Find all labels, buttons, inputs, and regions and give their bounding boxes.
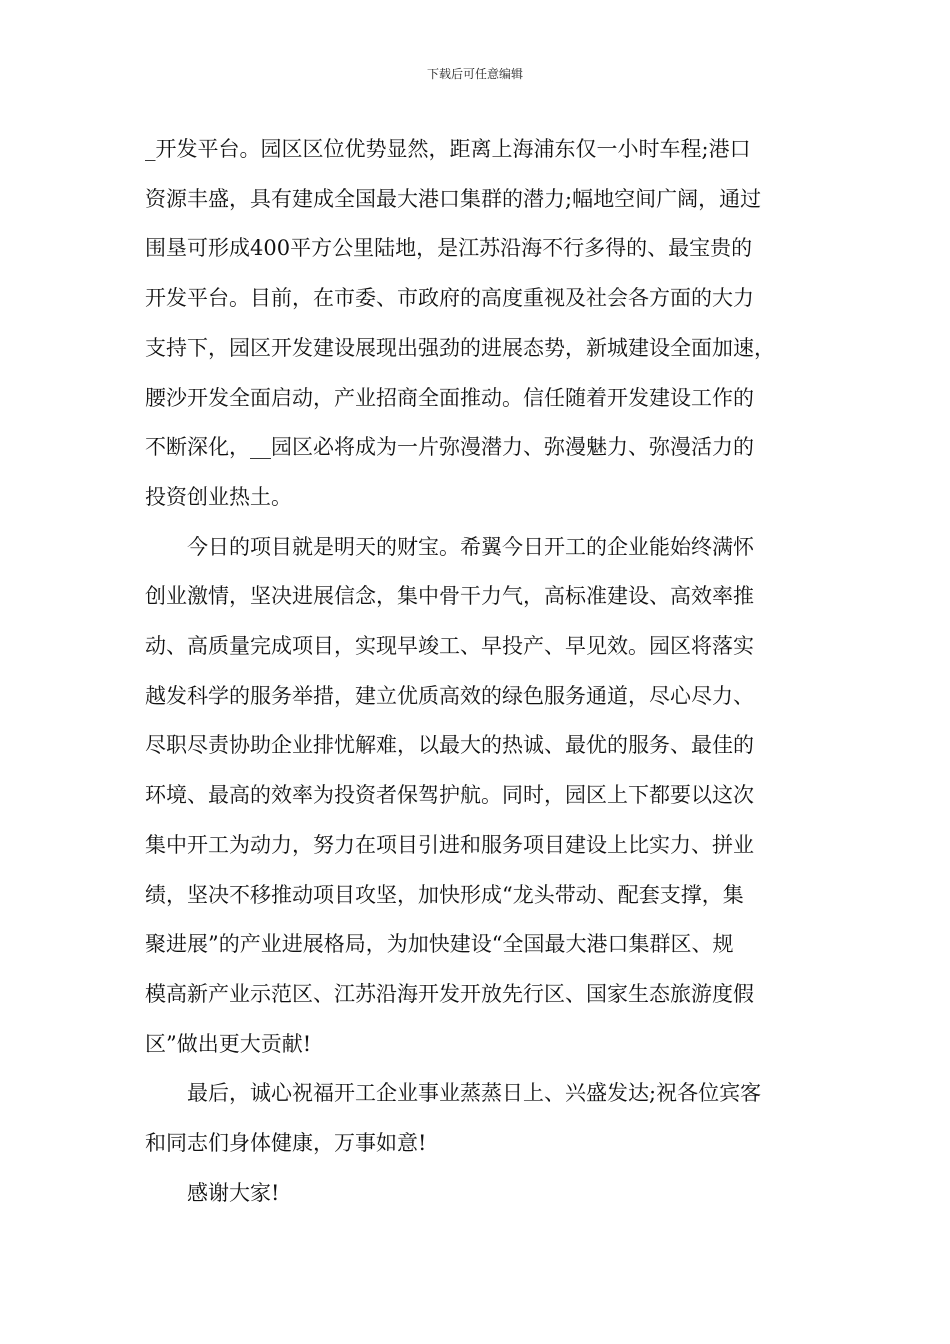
text-line: 越发科学的服务举措，建立优质高效的绿色服务通道，尽心尽力、 [145, 683, 754, 708]
text-line: 绩，坚决不移推动项目攻坚，加快形成“龙头带动、配套支撑，集 [145, 882, 744, 907]
text-line: 集中开工为动力，努力在项目引进和服务项目建设上比实力、拼业 [145, 832, 754, 857]
paragraph-development-platform [145, 125, 805, 523]
text-line: 环境、最高的效率为投资者保驾护航。同时，园区上下都要以这次 [145, 783, 754, 808]
paragraph-projects [145, 523, 805, 1070]
text-line: 和同志们身体健康，万事如意! [145, 1131, 427, 1156]
paragraph-thanks [145, 1169, 805, 1219]
page-header: 下载后可任意编辑 [426, 67, 523, 81]
text-line: 最后，诚心祝福开工企业事业蒸蒸日上、兴盛发达;祝各位宾客 [187, 1081, 762, 1106]
text-line: 动、高质量完成项目，实现早竣工、早投产、早见效。园区将落实 [145, 634, 754, 659]
text-line: 围垦可形成400平方公里陆地，是江苏沿海不行多得的、最宝贵的 [145, 236, 753, 261]
text-line: 感谢大家! [187, 1180, 280, 1205]
text-line: 尽职尽责协助企业排忧解难，以最大的热诚、最优的服务、最佳的 [145, 733, 754, 758]
text-line: 区”做出更大贡献! [145, 1031, 312, 1056]
text-line: 创业激情，坚决进展信念，集中骨干力气，高标准建设、高效率推 [145, 584, 754, 609]
paragraph-blessing [145, 1069, 805, 1168]
text-line: 聚进展”的产业进展格局，为加快建设“全国最大港口集群区、规 [145, 932, 734, 957]
text-line: 模高新产业示范区、江苏沿海开发开放先行区、国家生态旅游度假 [145, 981, 754, 1006]
text-line: 今日的项目就是明天的财宝。希翼今日开工的企业能始终满怀 [187, 534, 754, 559]
text-line: 支持下，园区开发建设展现出强劲的进展态势，新城建设全面加速， [145, 335, 775, 360]
text-line: 不断深化，__园区必将成为一片弥漫潜力、弥漫魅力、弥漫活力的 [145, 435, 754, 460]
text-line: 投资创业热土。 [145, 484, 292, 509]
document-body [145, 125, 805, 1218]
text-line: 腰沙开发全面启动，产业招商全面推动。信任随着开发建设工作的 [145, 385, 754, 410]
text-line: _开发平台。园区区位优势显然，距离上海浦东仅一小时车程;港口 [145, 137, 751, 161]
text-line: 开发平台。目前，在市委、市政府的高度重视及社会各方面的大力 [145, 286, 754, 311]
text-line: 资源丰盛，具有建成全国最大港口集群的潜力;幅地空间广阔，通过 [145, 186, 762, 211]
